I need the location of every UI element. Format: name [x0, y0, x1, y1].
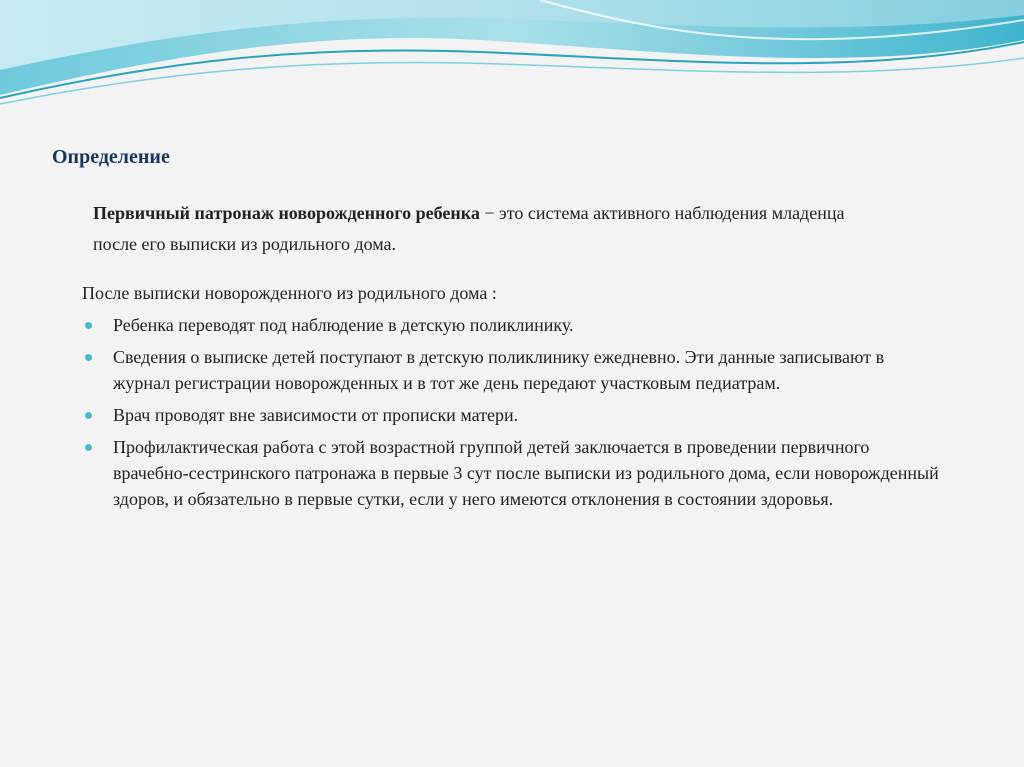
bullet-list	[82, 312, 942, 518]
bullet-dot-icon	[85, 444, 92, 451]
header-wave-decoration	[0, 0, 1024, 120]
list-item	[82, 312, 942, 338]
definition-paragraph	[93, 198, 863, 260]
list-item	[82, 434, 942, 512]
definition-term: Первичный патронаж новорожденного ребенка	[93, 203, 480, 223]
list-item	[82, 402, 942, 428]
list-item	[82, 344, 942, 396]
definition-text: − это система активного наблюдения младенца после его выписки из родильного дома.	[93, 203, 845, 254]
bullet-dot-icon	[85, 412, 92, 419]
list-item-text: Профилактическая работа с этой возрастной группой детей заключается в проведении первичного врачебно-сестринского патронажа в первые 3 сут после выписки из родильного дома, если новорожденный здоров, и обязательно в первые сутки, если у него имеются отклонения в состоянии здоровья.	[113, 437, 939, 509]
list-item-text: Врач проводят вне зависимости от прописки матери.	[113, 405, 519, 425]
bullet-dot-icon	[85, 322, 92, 329]
bullet-dot-icon	[85, 354, 92, 361]
slide-title: Определение	[52, 146, 170, 168]
list-item-text: Ребенка переводят под наблюдение в детскую поликлинику.	[113, 315, 574, 335]
intro-text: После выписки новорожденного из родильного дома :	[82, 283, 497, 303]
list-item-text: Сведения о выписке детей поступают в детскую поликлинику ежедневно. Эти данные записывают в журнал регистрации новорожденных и в тот же день передают участковым педиатрам.	[113, 347, 885, 393]
